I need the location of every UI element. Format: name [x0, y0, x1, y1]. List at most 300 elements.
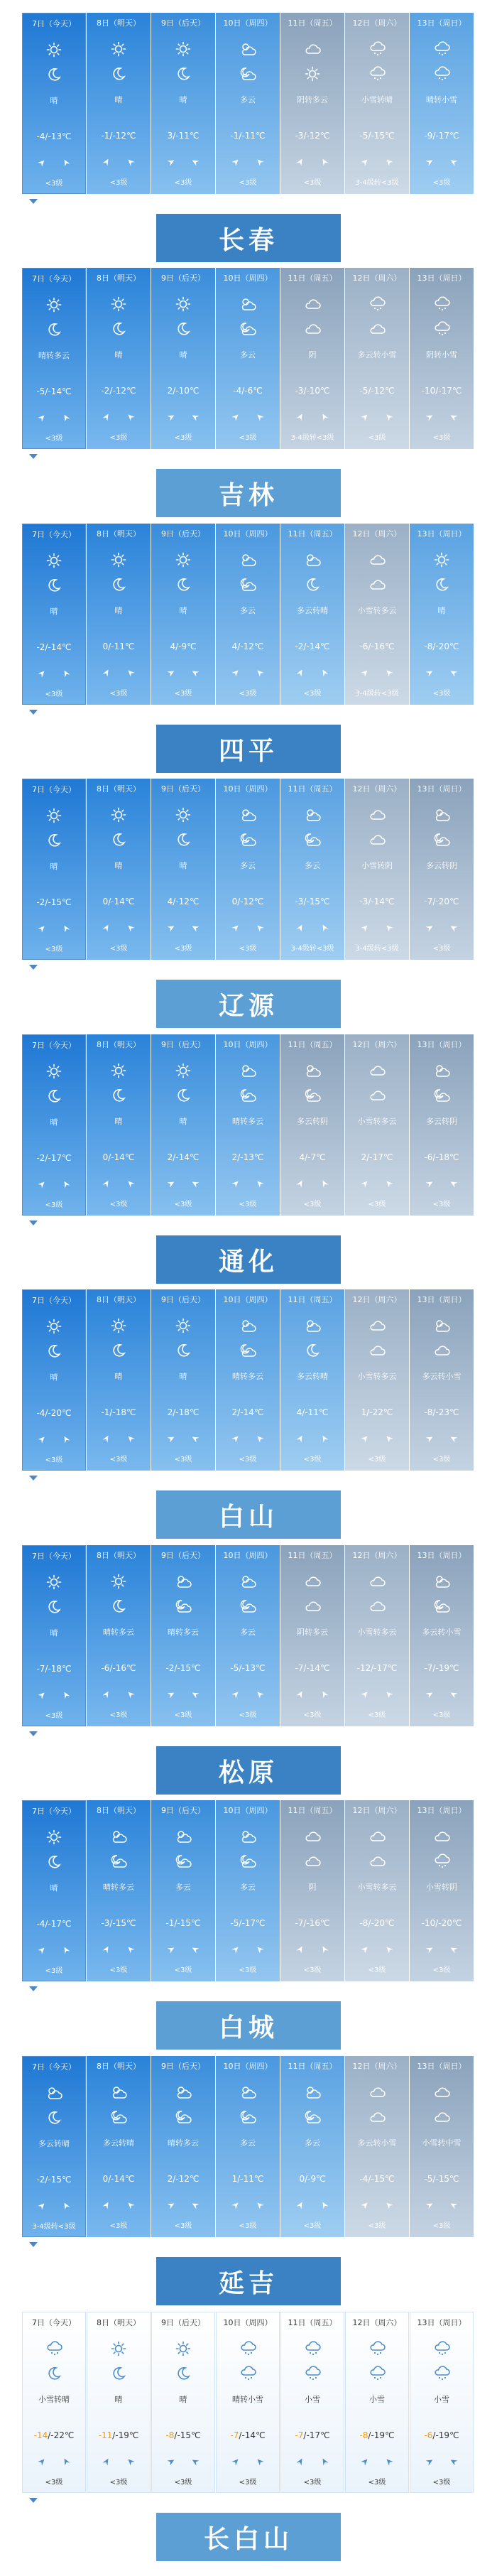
wind-arrow-icon — [102, 2457, 111, 2466]
wind-direction — [410, 1179, 474, 1188]
wind-direction — [216, 1690, 280, 1699]
wind-direction — [216, 1945, 280, 1954]
day-column[interactable] — [410, 1800, 474, 1981]
temperature: -5/-15℃ — [424, 2174, 459, 2184]
day-column[interactable] — [345, 524, 409, 705]
wind-level: <3级 — [45, 180, 63, 188]
cloud-icon — [345, 1598, 409, 1614]
weather-description: 晴 — [179, 350, 187, 359]
sun-icon — [87, 296, 151, 312]
day-column[interactable] — [22, 13, 86, 194]
wind-arrow-icon — [449, 413, 458, 421]
wind-level: 3-4级转<3级 — [32, 2223, 76, 2231]
weather-description: 小雪转阴 — [361, 861, 393, 870]
day-column[interactable] — [345, 13, 409, 194]
wind-direction — [87, 1690, 151, 1699]
weather-description: 多云 — [240, 95, 256, 104]
snow-icon — [410, 2341, 473, 2356]
day-date: 11日（周五） — [288, 274, 337, 283]
day-column[interactable] — [345, 1289, 409, 1471]
day-column[interactable] — [345, 1034, 409, 1216]
day-column[interactable] — [87, 1545, 151, 1726]
wind-arrow-icon — [449, 2457, 458, 2466]
day-date: 9日（后天） — [161, 18, 205, 28]
day-column[interactable] — [216, 13, 280, 194]
day-column[interactable] — [410, 268, 474, 449]
cloud-icon — [345, 577, 409, 592]
day-column[interactable] — [151, 1545, 215, 1726]
wind-level: <3级 — [174, 690, 192, 698]
day-column[interactable] — [280, 2312, 344, 2493]
temperature: -1/-18℃ — [101, 1407, 136, 1417]
wind-arrow-icon — [126, 924, 135, 932]
weather-description: 多云 — [305, 861, 320, 870]
wind-arrow-icon — [38, 1435, 46, 1444]
day-date: 13日（周日） — [417, 2318, 466, 2327]
cloud-icon — [345, 807, 409, 823]
wind-arrow-icon — [167, 1179, 175, 1188]
day-column[interactable] — [151, 1034, 215, 1216]
temperature: 0/-11℃ — [102, 642, 135, 651]
weather-description: 晴 — [50, 1883, 58, 1893]
wind-arrow-icon — [425, 1945, 434, 1954]
day-column[interactable] — [216, 268, 280, 449]
day-column[interactable] — [151, 2056, 215, 2237]
snow-icon — [410, 1853, 474, 1869]
wind-level: <3级 — [174, 1711, 192, 1719]
wind-arrow-icon — [320, 1945, 329, 1954]
day-date: 9日（后天） — [161, 1295, 205, 1304]
today-indicator — [29, 199, 38, 204]
wind-arrow-icon — [126, 2201, 135, 2209]
temperature: -10/-17℃ — [421, 386, 462, 396]
day-column[interactable] — [22, 1034, 86, 1216]
temperature: 0/-14℃ — [102, 2174, 135, 2184]
wind-level: <3级 — [432, 1711, 451, 1719]
wind-direction — [345, 1179, 409, 1188]
forecast-grid — [22, 779, 475, 960]
day-column[interactable] — [87, 1034, 151, 1216]
wind-direction — [280, 924, 344, 932]
wind-arrow-icon — [191, 1434, 200, 1443]
wind-arrow-icon — [320, 1690, 329, 1699]
partly-cloudy-icon — [87, 1829, 151, 1844]
snow-icon — [345, 66, 409, 82]
sun-icon — [23, 42, 85, 58]
cloud-icon — [410, 2084, 474, 2100]
partly-cloudy-icon — [216, 41, 280, 57]
wind-arrow-icon — [449, 669, 458, 677]
day-column[interactable] — [151, 779, 215, 960]
wind-arrow-icon — [449, 2201, 458, 2209]
wind-level: <3级 — [239, 1711, 257, 1719]
day-column[interactable] — [22, 268, 86, 449]
day-column[interactable] — [345, 2312, 409, 2493]
day-date: 8日（明天） — [97, 1551, 141, 1560]
sun-icon — [23, 1574, 85, 1590]
wind-direction — [410, 2201, 474, 2209]
day-column[interactable] — [87, 1800, 151, 1981]
day-date: 13日（周日） — [417, 1295, 466, 1304]
today-indicator — [29, 1731, 38, 1736]
day-date: 11日（周五） — [288, 1295, 337, 1304]
day-column[interactable] — [410, 2312, 474, 2493]
weather-description: 晴 — [179, 861, 187, 870]
day-column[interactable] — [22, 2312, 86, 2493]
moon-icon — [87, 321, 151, 337]
wind-direction — [410, 669, 474, 677]
wind-arrow-icon — [167, 413, 175, 421]
day-column[interactable] — [151, 524, 215, 705]
forecast-grid — [22, 268, 475, 449]
day-date: 7日（今天） — [32, 1296, 76, 1305]
weather-description: 晴转小雪 — [426, 95, 457, 104]
wind-direction — [410, 1690, 474, 1699]
wind-level: <3级 — [368, 1201, 386, 1208]
temperature: -8/-20℃ — [424, 642, 459, 651]
day-column[interactable] — [410, 1545, 474, 1726]
wind-direction — [280, 669, 344, 677]
wind-arrow-icon — [385, 1690, 393, 1699]
weather-description: 晴 — [114, 2395, 123, 2404]
wind-level: <3级 — [368, 2479, 386, 2486]
day-column[interactable] — [151, 1800, 215, 1981]
day-column[interactable] — [216, 1034, 280, 1216]
wind-arrow-icon — [167, 669, 175, 677]
wind-arrow-icon — [449, 924, 458, 932]
wind-level: <3级 — [109, 1201, 128, 1208]
wind-arrow-icon — [38, 1691, 46, 1699]
wind-arrow-icon — [231, 669, 240, 677]
cloud-icon — [345, 1343, 409, 1358]
wind-direction — [280, 2201, 344, 2209]
sun-icon — [87, 2341, 150, 2356]
cloudy-icon — [280, 1574, 344, 1589]
wind-level: <3级 — [432, 1966, 451, 1974]
cloudy-icon — [280, 41, 344, 57]
wind-level: <3级 — [174, 1966, 192, 1974]
day-column[interactable] — [216, 524, 280, 705]
temperature: 2/-12℃ — [167, 2174, 200, 2184]
day-column[interactable] — [410, 2056, 474, 2237]
day-column[interactable] — [345, 2056, 409, 2237]
weather-description: 晴 — [50, 96, 58, 105]
wind-level: <3级 — [239, 945, 257, 953]
day-date: 12日（周六） — [352, 274, 402, 283]
day-column[interactable] — [87, 13, 151, 194]
day-column[interactable] — [280, 1289, 344, 1471]
wind-arrow-icon — [361, 413, 369, 421]
temperature: -5/-17℃ — [230, 1918, 266, 1928]
moon-icon — [23, 1088, 85, 1104]
sun-icon — [151, 1318, 215, 1333]
wind-level: <3级 — [109, 2222, 128, 2230]
day-column[interactable] — [151, 268, 215, 449]
wind-arrow-icon — [425, 2201, 434, 2209]
wind-level: <3级 — [368, 1456, 386, 1463]
wind-direction — [151, 2201, 215, 2209]
wind-level: <3级 — [45, 1201, 63, 1209]
day-column[interactable] — [345, 268, 409, 449]
cloud-icon — [345, 1063, 409, 1078]
day-date: 7日（今天） — [32, 2062, 76, 2072]
wind-level: <3级 — [239, 1966, 257, 1974]
wind-arrow-icon — [449, 158, 458, 166]
weather-description: 多云转晴 — [297, 1372, 328, 1381]
day-column[interactable] — [87, 779, 151, 960]
day-column[interactable] — [22, 2056, 86, 2237]
moon-cloud-icon — [280, 832, 344, 848]
wind-arrow-icon — [231, 1179, 240, 1188]
wind-arrow-icon — [62, 1946, 70, 1954]
wind-level: <3级 — [303, 2479, 322, 2486]
wind-arrow-icon — [231, 924, 240, 932]
partly-cloudy-icon — [216, 807, 280, 823]
temperature: -7/-18℃ — [36, 1664, 72, 1674]
day-column[interactable] — [410, 13, 474, 194]
temperature: 1/-11℃ — [231, 2174, 264, 2184]
wind-arrow-icon — [385, 1945, 393, 1954]
forecast-grid — [22, 1034, 475, 1216]
day-column[interactable] — [22, 524, 86, 705]
wind-level: <3级 — [432, 1456, 451, 1463]
day-column[interactable] — [151, 1289, 215, 1471]
day-date: 13日（周日） — [417, 1551, 466, 1560]
moon-icon — [151, 1088, 215, 1103]
wind-level: <3级 — [45, 2479, 63, 2486]
temperature: -11/-19℃ — [98, 2430, 139, 2440]
day-date: 13日（周日） — [417, 1040, 466, 1049]
wind-arrow-icon — [361, 1434, 369, 1443]
cloudy-icon — [280, 1598, 344, 1614]
wind-direction — [23, 669, 85, 678]
weather-description: 多云 — [240, 606, 256, 615]
today-indicator — [29, 1476, 38, 1481]
wind-arrow-icon — [256, 669, 264, 677]
wind-level: <3级 — [239, 2222, 257, 2230]
day-column[interactable] — [410, 1034, 474, 1216]
wind-arrow-icon — [191, 669, 200, 677]
day-column[interactable] — [280, 268, 344, 449]
day-column[interactable] — [280, 13, 344, 194]
wind-arrow-icon — [102, 669, 111, 677]
day-column[interactable] — [280, 779, 344, 960]
day-column[interactable] — [216, 779, 280, 960]
city-name-banner: 白城 — [156, 2001, 341, 2050]
day-column[interactable] — [410, 1289, 474, 1471]
temperature: 2/-17℃ — [361, 1152, 393, 1162]
wind-direction — [151, 413, 215, 421]
day-column[interactable] — [280, 2056, 344, 2237]
wind-level: <3级 — [109, 690, 128, 698]
day-column[interactable] — [22, 1289, 86, 1471]
wind-arrow-icon — [126, 2457, 135, 2466]
wind-direction — [216, 1179, 280, 1188]
wind-arrow-icon — [449, 1945, 458, 1954]
day-column[interactable] — [345, 1800, 409, 1981]
today-indicator — [29, 1221, 38, 1225]
moon-icon — [23, 1854, 85, 1870]
temperature: -5/-13℃ — [230, 1663, 266, 1673]
day-column[interactable] — [410, 779, 474, 960]
wind-arrow-icon — [38, 413, 46, 422]
partly-cloudy-icon — [216, 296, 280, 312]
wind-arrow-icon — [102, 924, 111, 932]
wind-direction — [23, 2202, 85, 2210]
weather-description: 多云 — [240, 350, 256, 359]
wind-arrow-icon — [256, 2457, 264, 2466]
temperature: -4/-15℃ — [359, 2174, 395, 2184]
partly-cloudy-icon — [216, 552, 280, 568]
wind-arrow-icon — [449, 1434, 458, 1443]
wind-level: <3级 — [368, 2222, 386, 2230]
wind-direction — [280, 1690, 344, 1699]
wind-direction — [345, 1945, 409, 1954]
day-column[interactable] — [87, 268, 151, 449]
weather-description: 多云转晴 — [103, 2138, 134, 2148]
wind-arrow-icon — [320, 413, 329, 421]
temperature: 4/-11℃ — [296, 1407, 329, 1417]
weather-description: 晴 — [179, 95, 187, 104]
wind-direction — [151, 924, 215, 932]
sun-icon — [410, 552, 474, 568]
moon-icon — [23, 2110, 85, 2126]
moon-icon — [152, 2366, 214, 2381]
wind-arrow-icon — [296, 413, 305, 421]
wind-direction — [151, 1179, 215, 1188]
day-column[interactable] — [345, 779, 409, 960]
day-date: 8日（明天） — [97, 784, 141, 794]
partly-cloudy-icon — [410, 1574, 474, 1589]
temperature: -8/-15℃ — [165, 2430, 201, 2440]
day-date: 11日（周五） — [288, 529, 337, 539]
wind-direction — [216, 158, 280, 166]
sun-icon — [23, 1829, 85, 1845]
wind-level: <3级 — [45, 691, 63, 698]
day-column[interactable] — [280, 524, 344, 705]
today-indicator — [29, 2498, 38, 2503]
temperature: -2/-14℃ — [36, 642, 72, 652]
weather-description: 多云 — [240, 2138, 256, 2148]
day-date: 10日（周四） — [223, 1806, 273, 1815]
temperature: -3/-10℃ — [295, 386, 330, 396]
wind-arrow-icon — [191, 924, 200, 932]
day-date: 11日（周五） — [288, 1040, 337, 1049]
sun-icon — [23, 1064, 85, 1079]
wind-direction — [87, 2457, 150, 2466]
day-column[interactable] — [280, 1545, 344, 1726]
wind-arrow-icon — [256, 924, 264, 932]
wind-level: <3级 — [432, 434, 451, 442]
temperature: 4/-12℃ — [167, 897, 200, 907]
day-date: 13日（周日） — [417, 2062, 466, 2071]
wind-arrow-icon — [296, 1945, 305, 1954]
wind-arrow-icon — [320, 2201, 329, 2209]
temperature: -3/-15℃ — [295, 897, 330, 907]
wind-arrow-icon — [167, 158, 175, 166]
day-column[interactable] — [216, 1545, 280, 1726]
wind-arrow-icon — [231, 413, 240, 421]
wind-direction — [87, 2201, 151, 2209]
wind-arrow-icon — [38, 924, 46, 933]
wind-level: <3级 — [45, 946, 63, 953]
weather-description: 多云转阴 — [426, 861, 457, 870]
weather-description: 晴 — [437, 606, 446, 615]
wind-level: 3-4级转<3级 — [290, 434, 334, 442]
weather-description: 晴 — [114, 1117, 123, 1126]
day-column[interactable] — [87, 2312, 151, 2493]
day-column[interactable] — [87, 2056, 151, 2237]
city-name-banner: 延吉 — [156, 2257, 341, 2305]
wind-arrow-icon — [102, 413, 111, 421]
sun-icon — [87, 552, 151, 568]
day-column[interactable] — [216, 1289, 280, 1471]
partly-cloudy-icon — [87, 2084, 151, 2100]
day-column[interactable] — [22, 1545, 86, 1726]
moon-icon — [87, 1088, 151, 1103]
day-column[interactable] — [216, 2056, 280, 2237]
snow-icon — [410, 321, 474, 337]
day-date: 7日（今天） — [32, 1552, 76, 1561]
partly-cloudy-icon — [151, 1829, 215, 1844]
wind-direction — [345, 1690, 409, 1699]
day-column[interactable] — [87, 1289, 151, 1471]
day-column[interactable] — [216, 1800, 280, 1981]
weather-description: 晴转多云 — [103, 1628, 134, 1637]
day-column[interactable] — [22, 1800, 86, 1981]
day-column[interactable] — [22, 779, 86, 960]
snow-icon — [345, 296, 409, 312]
wind-direction — [87, 413, 151, 421]
weather-description: 晴 — [179, 1372, 187, 1381]
temperature: -2/-12℃ — [101, 386, 136, 396]
day-date: 12日（周六） — [352, 2062, 402, 2071]
wind-arrow-icon — [256, 2201, 264, 2209]
wind-direction — [23, 1946, 85, 1954]
day-column[interactable] — [345, 1545, 409, 1726]
partly-cloudy-icon — [151, 2084, 215, 2100]
day-column[interactable] — [151, 13, 215, 194]
weather-description: 小雪转多云 — [357, 1372, 397, 1381]
day-column[interactable] — [280, 1800, 344, 1981]
wind-direction — [345, 413, 409, 421]
city-name-banner: 吉林 — [156, 469, 341, 517]
day-column[interactable] — [410, 524, 474, 705]
moon-icon — [87, 1598, 151, 1614]
cloud-icon — [345, 321, 409, 337]
moon-cloud-icon — [280, 1088, 344, 1103]
weather-description: 晴 — [50, 1628, 58, 1638]
wind-arrow-icon — [231, 2201, 240, 2209]
wind-arrow-icon — [296, 1690, 305, 1699]
day-column[interactable] — [151, 2312, 215, 2493]
weather-description: 多云 — [240, 1883, 256, 1892]
day-column[interactable] — [280, 1034, 344, 1216]
temperature: -1/-12℃ — [101, 131, 136, 141]
moon-icon — [151, 577, 215, 592]
wind-direction — [410, 924, 474, 932]
weather-description: 多云转小雪 — [422, 1628, 462, 1637]
wind-level: <3级 — [45, 435, 63, 443]
wind-arrow-icon — [361, 158, 369, 166]
day-date: 12日（周六） — [352, 2318, 402, 2327]
day-column[interactable] — [216, 2312, 280, 2493]
wind-direction — [216, 2201, 280, 2209]
wind-arrow-icon — [320, 1179, 329, 1188]
day-column[interactable] — [87, 524, 151, 705]
wind-arrow-icon — [361, 1179, 369, 1188]
wind-arrow-icon — [231, 2457, 240, 2466]
